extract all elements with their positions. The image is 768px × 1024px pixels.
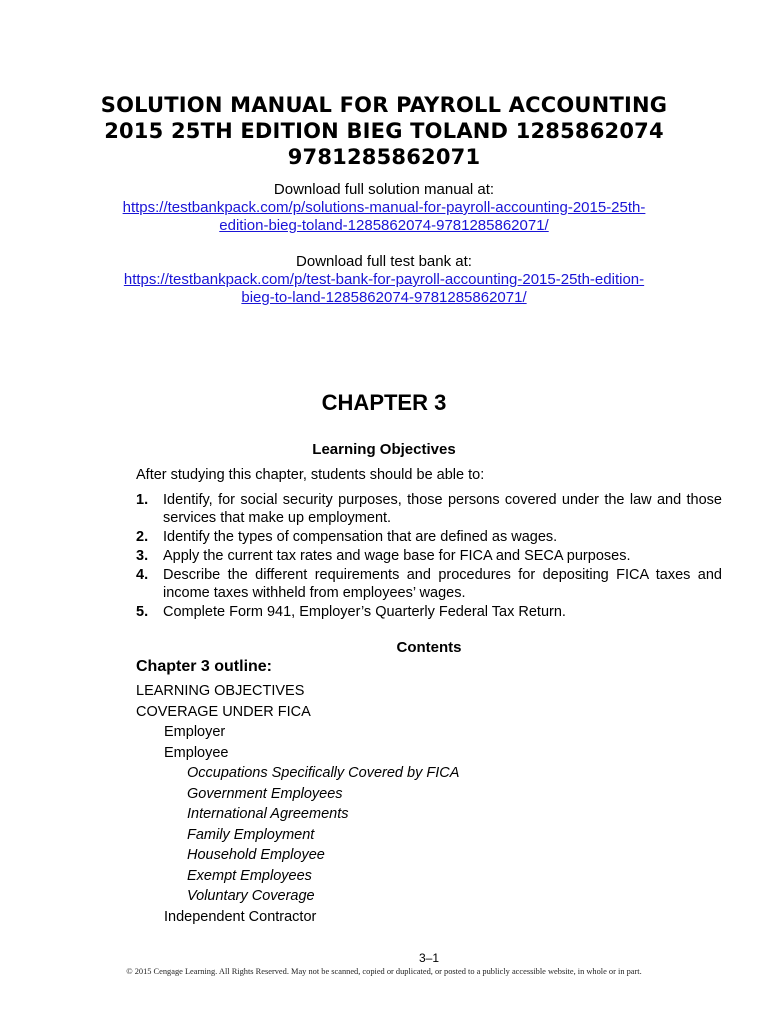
outline-item: Household Employee — [187, 847, 325, 863]
outline-item: International Agreements — [187, 806, 349, 822]
objective-text: Identify, for social security purposes, those persons covered under the law and those services that make up employment. — [163, 492, 722, 526]
download-testbank-link[interactable]: https://testbankpack.com/p/test-bank-for-payroll-accounting-2015-25th-edition-bieg-to-land-1285862074-9781285862071/ — [123, 271, 645, 306]
objective-text: Describe the different requirements and procedures for depositing FICA taxes and income taxes withheld from employees’ wages. — [163, 567, 722, 601]
download-solution-block — [120, 181, 648, 235]
objective-number: 3. — [136, 548, 149, 564]
objective-text: Complete Form 941, Employer’s Quarterly Federal Tax Return. — [163, 604, 566, 620]
outline-heading: Chapter 3 outline: — [136, 658, 273, 675]
chapter-title: CHAPTER 3 — [321, 390, 447, 415]
objective-number: 1. — [136, 492, 149, 508]
outline-item: COVERAGE UNDER FICA — [136, 703, 311, 720]
objective-text: Apply the current tax rates and wage base for FICA and SECA purposes. — [163, 548, 631, 564]
objective-number: 4. — [136, 567, 149, 583]
outline-item: Family Employment — [187, 826, 315, 843]
contents-heading: Contents — [396, 639, 462, 656]
outline-item: Employee — [164, 744, 229, 761]
outline-item: Occupations Specifically Covered by FICA — [187, 765, 460, 781]
outline-item: Exempt Employees — [187, 867, 312, 884]
objective-item — [136, 547, 722, 565]
outline-item: Government Employees — [187, 785, 343, 802]
outline-item: Independent Contractor — [164, 908, 317, 925]
download-testbank-label: Download full test bank at: — [296, 253, 472, 270]
download-testbank-block — [120, 253, 648, 307]
objective-item — [136, 566, 722, 602]
outline-item: LEARNING OBJECTIVES — [136, 683, 305, 699]
chapter-outline — [136, 681, 459, 927]
outline-item: Employer — [164, 724, 226, 740]
objective-number: 2. — [136, 529, 149, 545]
objective-item — [136, 491, 722, 527]
document-title: SOLUTION MANUAL FOR PAYROLL ACCOUNTING 2015 25TH EDITION BIEG TOLAND 1285862074 9781285862071 — [100, 93, 668, 169]
learning-objectives-list — [136, 491, 722, 622]
download-solution-link[interactable]: https://testbankpack.com/p/solutions-manual-for-payroll-accounting-2015-25th-edition-bieg-toland-1285862074-9781285862071/ — [122, 199, 646, 234]
copyright-notice: © 2015 Cengage Learning. All Rights Reserved. May not be scanned, copied or duplicated, or posted to a publicly accessible website, in whole or in part. — [126, 967, 642, 976]
objective-item — [136, 603, 722, 621]
objective-text: Identify the types of compensation that are defined as wages. — [163, 529, 558, 545]
learning-objectives-intro: After studying this chapter, students should be able to: — [136, 467, 485, 483]
page-number: 3–1 — [418, 951, 440, 965]
outline-item: Voluntary Coverage — [187, 888, 315, 904]
learning-objectives-heading: Learning Objectives — [312, 441, 456, 458]
objective-number: 5. — [136, 604, 149, 620]
download-solution-label: Download full solution manual at: — [273, 181, 495, 198]
objective-item — [136, 528, 722, 546]
